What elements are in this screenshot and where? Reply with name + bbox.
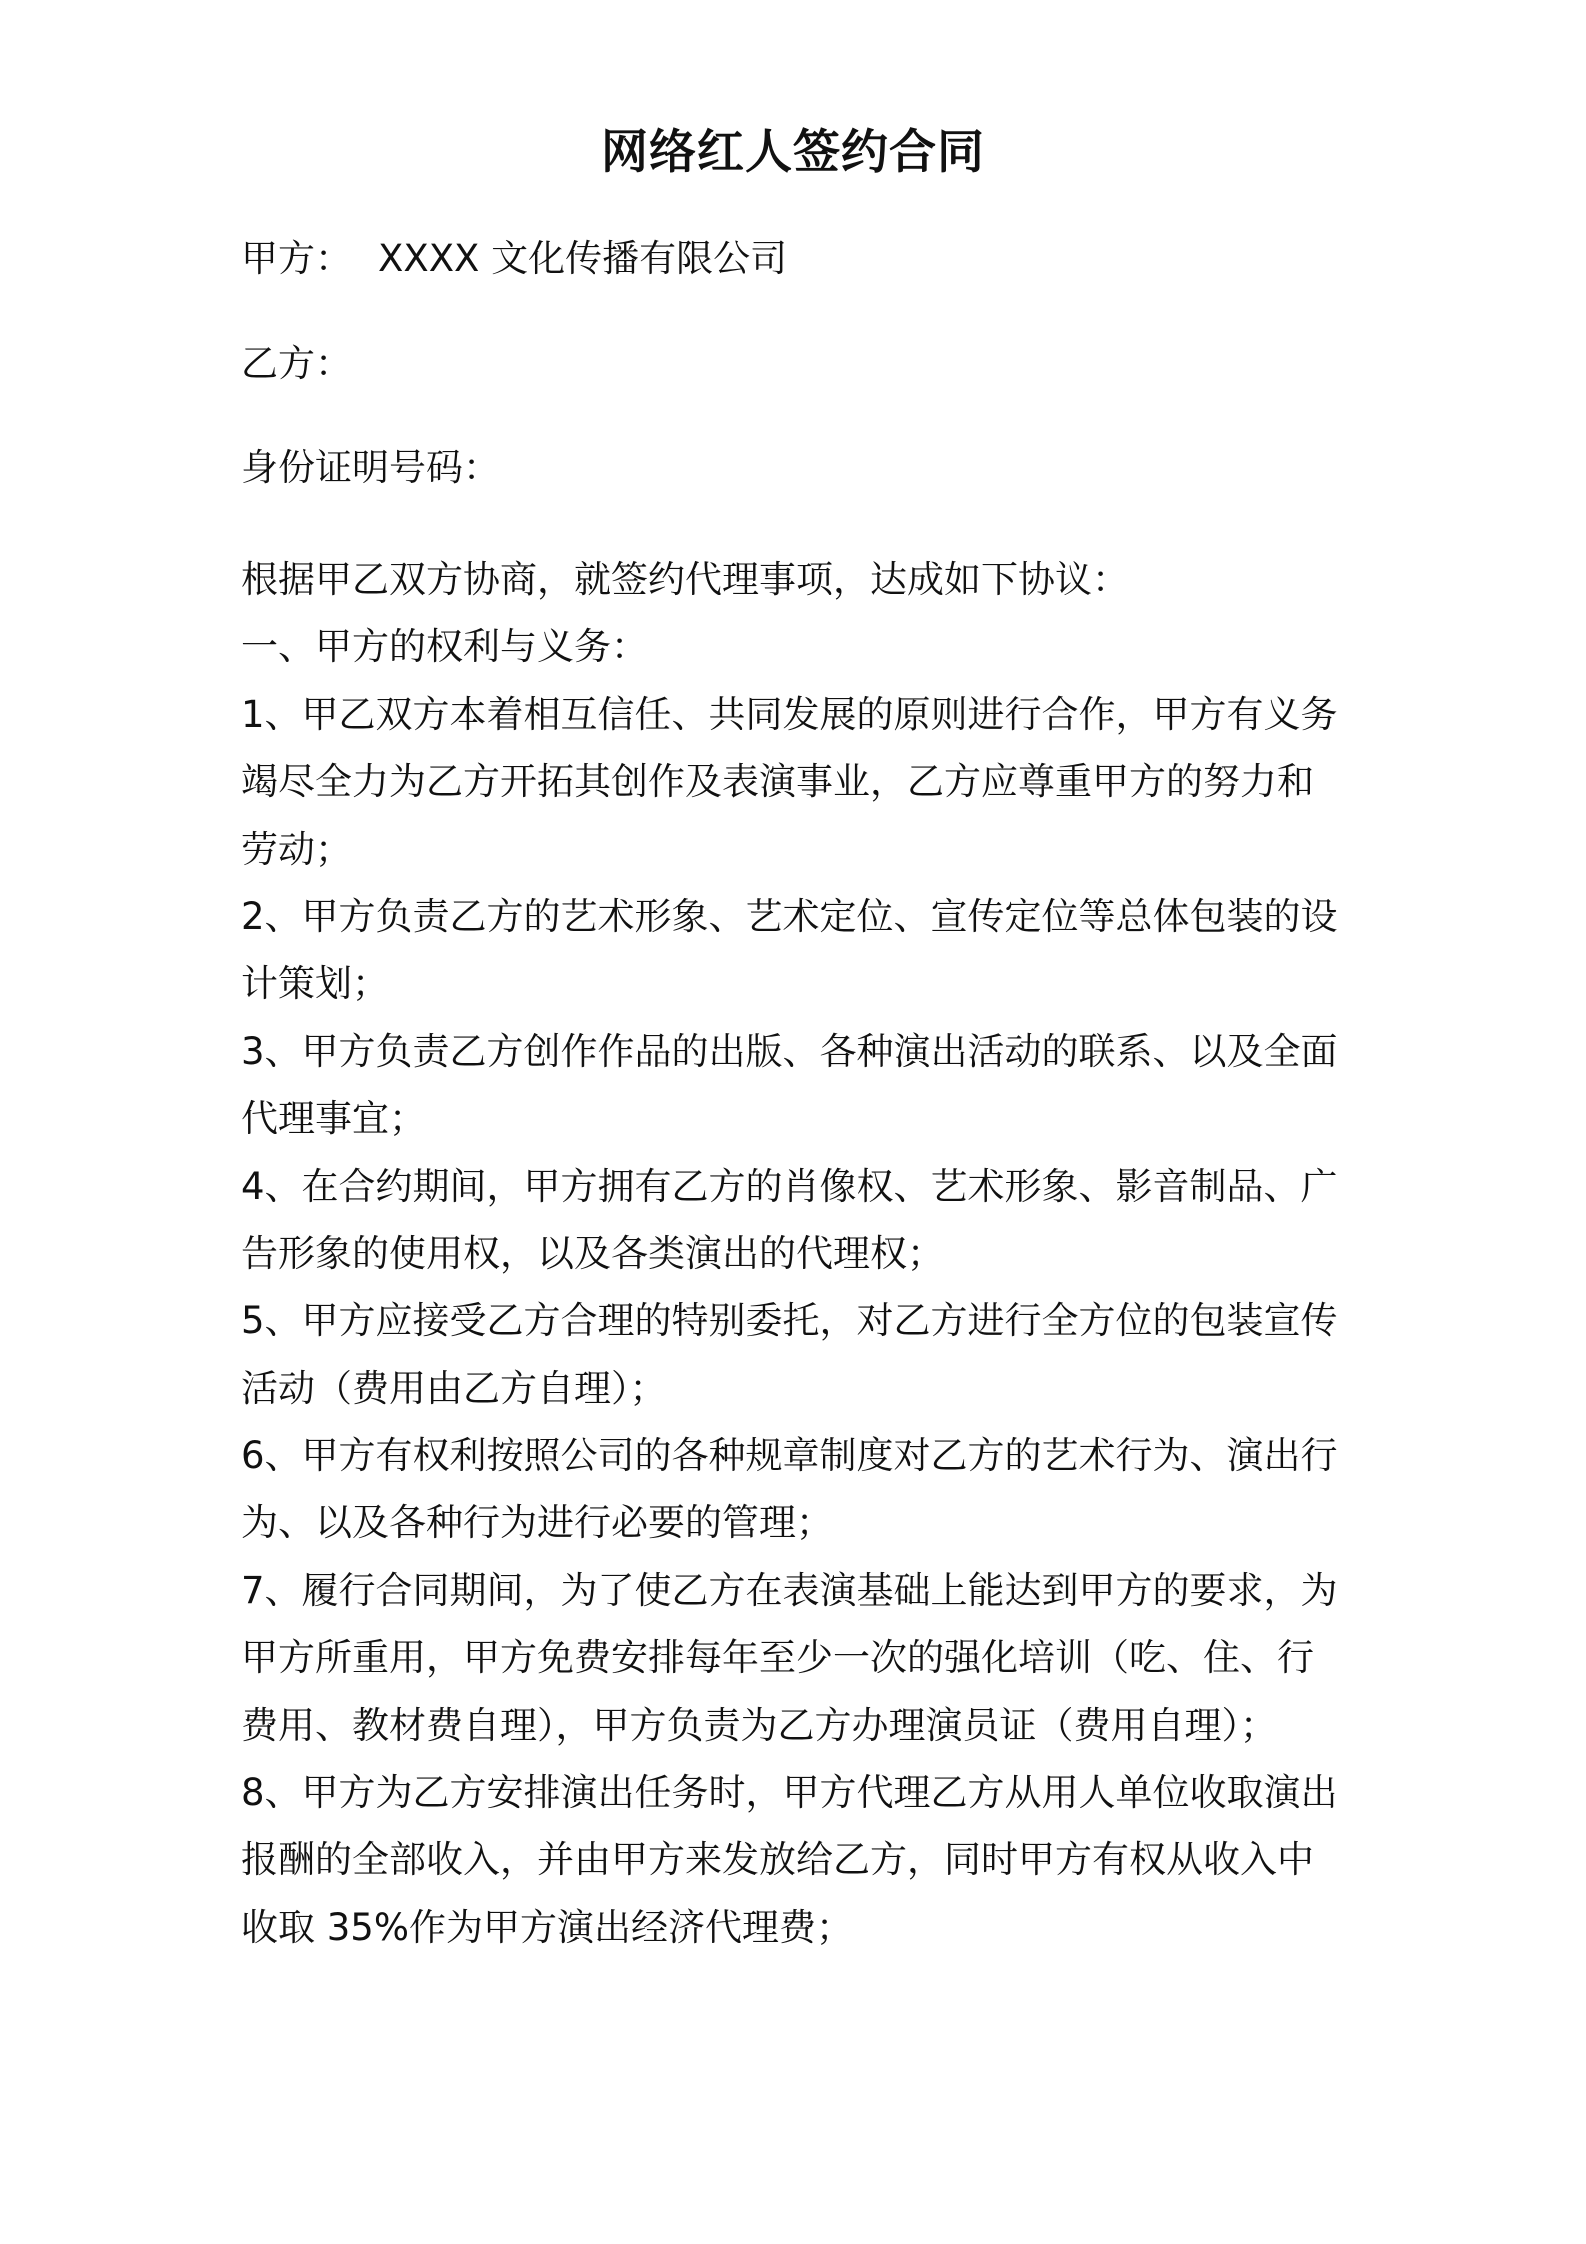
body-line: 报酬的全部收入，并由甲方来发放给乙方，同时甲方有权从收入中 bbox=[241, 1838, 1314, 1882]
body-line: 3、甲方负责乙方创作作品的出版、各种演出活动的联系、以及全面 bbox=[241, 1029, 1338, 1073]
document-title: 网络红人签约合同 bbox=[601, 125, 985, 180]
body-line: 6、甲方有权利按照公司的各种规章制度对乙方的艺术行为、演出行 bbox=[241, 1434, 1338, 1478]
body-line: 1、甲乙双方本着相互信任、共同发展的原则进行合作，甲方有义务 bbox=[241, 692, 1338, 736]
body-line: 告形象的使用权，以及各类演出的代理权； bbox=[241, 1231, 944, 1275]
body-line: 计策划； bbox=[241, 962, 389, 1006]
party-b-label: 乙方： bbox=[241, 342, 352, 385]
body-line: 竭尽全力为乙方开拓其创作及表演事业，乙方应尊重甲方的努力和 bbox=[241, 760, 1314, 804]
body-line: 5、甲方应接受乙方合理的特别委托，对乙方进行全方位的包装宣传 bbox=[241, 1299, 1338, 1343]
id-number-line bbox=[241, 441, 500, 495]
contract-body bbox=[241, 546, 1366, 1961]
body-line: 收取 35%作为甲方演出经济代理费； bbox=[241, 1905, 853, 1949]
party-a-value: XXXX 文化传播有限公司 bbox=[378, 237, 788, 280]
body-line: 代理事宜； bbox=[241, 1097, 426, 1141]
party-b-line bbox=[241, 337, 352, 391]
id-number-label: 身份证明号码： bbox=[241, 446, 500, 489]
body-line: 8、甲方为乙方安排演出任务时，甲方代理乙方从用人单位收取演出 bbox=[241, 1771, 1338, 1815]
body-line: 根据甲乙双方协商，就签约代理事项，达成如下协议： bbox=[241, 558, 1129, 601]
body-line: 为、以及各种行为进行必要的管理； bbox=[241, 1501, 833, 1545]
body-line: 劳动； bbox=[241, 827, 352, 871]
body-line: 活动（费用由乙方自理）； bbox=[241, 1366, 667, 1410]
body-line: 一、甲方的权利与义务： bbox=[241, 625, 648, 669]
body-line: 7、履行合同期间，为了使乙方在表演基础上能达到甲方的要求，为 bbox=[241, 1568, 1338, 1612]
party-a-label: 甲方： bbox=[241, 237, 352, 280]
party-a-line bbox=[241, 232, 787, 286]
body-line: 2、甲方负责乙方的艺术形象、艺术定位、宣传定位等总体包装的设 bbox=[241, 894, 1338, 938]
body-line: 甲方所重用，甲方免费安排每年至少一次的强化培训（吃、住、行 bbox=[241, 1636, 1314, 1680]
body-line: 费用、教材费自理），甲方负责为乙方办理演员证（费用自理）； bbox=[241, 1703, 1277, 1747]
body-line: 4、在合约期间，甲方拥有乙方的肖像权、艺术形象、影音制品、广 bbox=[241, 1164, 1338, 1208]
